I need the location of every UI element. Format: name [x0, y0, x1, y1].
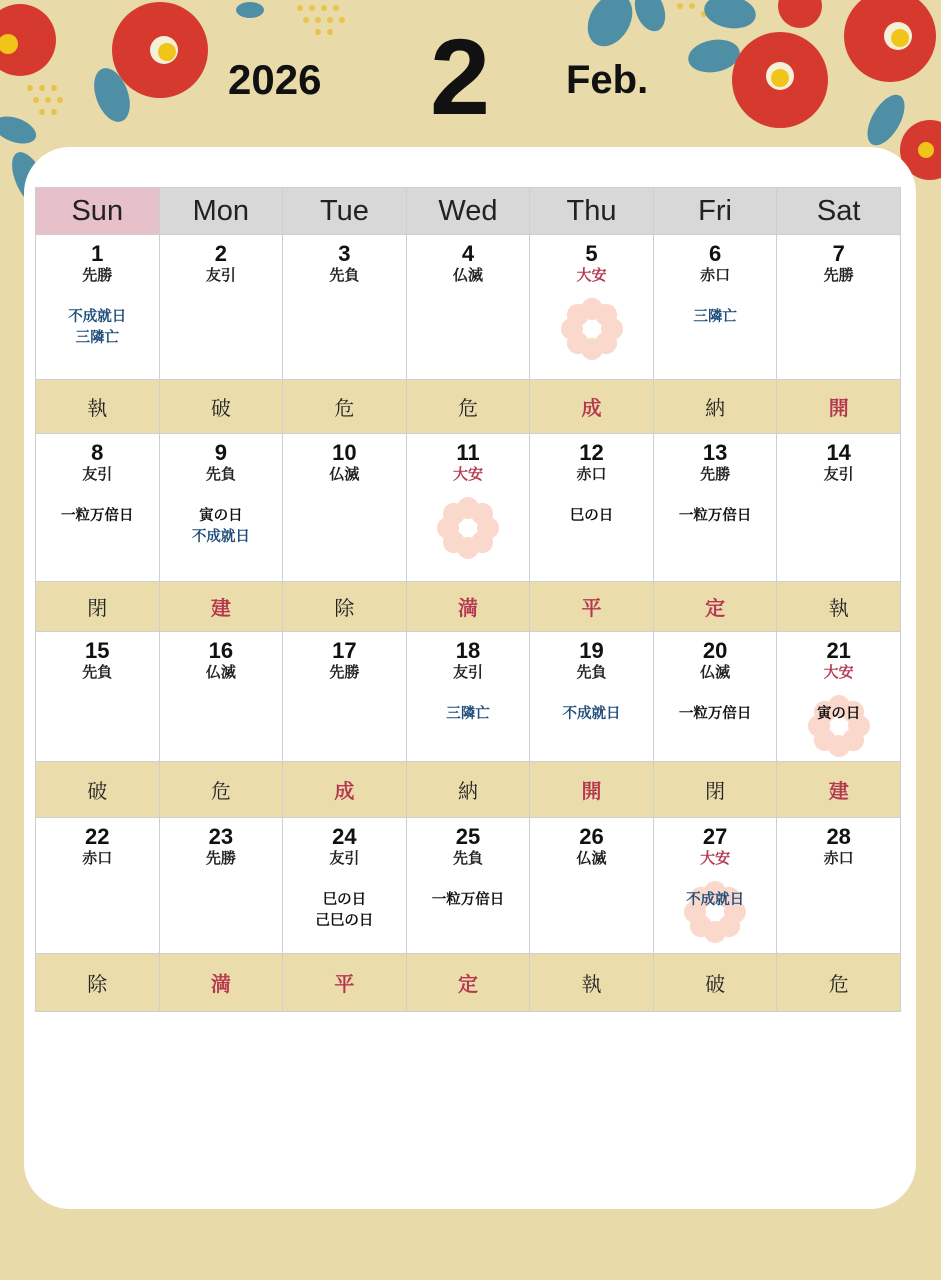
day-notes: [407, 704, 530, 725]
day-number: 13: [702, 440, 728, 465]
choku-label: 定: [653, 582, 777, 632]
weekday-header-row: [36, 188, 901, 235]
choku-label: 閉: [36, 582, 160, 632]
day-notes: [654, 704, 777, 725]
day-number: 28: [826, 824, 851, 849]
choku-label: 開: [777, 380, 901, 434]
day-notes: [654, 890, 777, 911]
rokuyo-label: 友引: [82, 465, 113, 483]
rokuyo-label: 赤口: [823, 849, 854, 867]
day-number: 9: [214, 440, 227, 465]
choku-label: 執: [530, 954, 654, 1012]
choku-label: 成: [530, 380, 654, 434]
day-number: 12: [579, 440, 604, 465]
day-cell[interactable]: [530, 632, 654, 762]
day-note: 三隣亡: [75, 330, 120, 346]
day-number: 1: [91, 241, 104, 266]
day-number: 19: [579, 638, 604, 663]
weekday-wed: Wed: [406, 188, 530, 235]
day-note: 寅の日: [199, 508, 243, 524]
day-number: 15: [85, 638, 110, 663]
day-number: 6: [708, 241, 722, 266]
week-row: [36, 434, 901, 582]
day-number: 3: [338, 241, 351, 266]
day-note: 一粒万倍日: [431, 892, 505, 908]
day-cell[interactable]: [283, 434, 407, 582]
day-cell[interactable]: [653, 434, 777, 582]
day-note: 不成就日: [686, 892, 745, 908]
rokuyo-label: 先負: [452, 849, 483, 867]
day-number: 4: [461, 241, 475, 266]
day-number: 22: [85, 824, 110, 849]
day-cell[interactable]: [777, 818, 901, 954]
day-notes: [530, 704, 653, 725]
day-notes: [407, 890, 530, 911]
choku-label: 建: [777, 762, 901, 818]
kanji-row: [36, 954, 901, 1012]
weekday-fri: Fri: [653, 188, 777, 235]
choku-label: 納: [653, 380, 777, 434]
rokuyo-label: 大安: [700, 849, 731, 867]
rokuyo-label: 仏滅: [329, 465, 360, 483]
day-note: 巳の日: [569, 508, 614, 524]
weekday-thu: Thu: [530, 188, 654, 235]
day-note: 不成就日: [191, 529, 250, 545]
day-cell[interactable]: [159, 632, 283, 762]
choku-label: 危: [777, 954, 901, 1012]
day-cell[interactable]: [653, 632, 777, 762]
choku-label: 破: [36, 762, 160, 818]
weekday-mon: Mon: [159, 188, 283, 235]
calendar-grid: [35, 187, 901, 1012]
day-note: 一粒万倍日: [678, 706, 752, 722]
day-note: 巳の日: [322, 892, 367, 908]
choku-label: 定: [406, 954, 530, 1012]
day-number: 21: [826, 638, 851, 663]
year-label: 2026: [228, 56, 322, 103]
choku-label: 破: [159, 380, 283, 434]
day-number: 7: [832, 241, 845, 266]
choku-label: 開: [530, 762, 654, 818]
day-number: 20: [702, 638, 728, 663]
day-cell[interactable]: [36, 434, 160, 582]
day-notes: [36, 506, 159, 527]
day-cell[interactable]: [653, 235, 777, 380]
day-cell[interactable]: [36, 632, 160, 762]
day-note: 不成就日: [562, 706, 621, 722]
choku-label: 成: [283, 762, 407, 818]
week-row: [36, 235, 901, 380]
day-cell[interactable]: [530, 818, 654, 954]
day-number: 8: [91, 440, 104, 465]
rokuyo-label: 友引: [823, 465, 854, 483]
choku-label: 平: [283, 954, 407, 1012]
day-cell[interactable]: [406, 818, 530, 954]
rokuyo-label: 友引: [329, 849, 360, 867]
day-cell[interactable]: [159, 235, 283, 380]
day-cell[interactable]: [283, 235, 407, 380]
rokuyo-label: 仏滅: [700, 663, 731, 681]
rokuyo-label: 赤口: [82, 849, 113, 867]
day-cell[interactable]: [36, 818, 160, 954]
day-number: 2: [214, 241, 227, 266]
week-row: [36, 818, 901, 954]
rokuyo-label: 大安: [823, 663, 854, 681]
calendar-header: [0, 0, 941, 150]
day-number: 5: [585, 241, 598, 266]
day-number: 18: [455, 638, 481, 663]
day-note: 寅の日: [816, 706, 861, 722]
month-name: Feb.: [566, 58, 649, 102]
rokuyo-label: 仏滅: [452, 266, 483, 284]
day-number: 25: [455, 824, 481, 849]
rokuyo-label: 大安: [576, 266, 607, 284]
rokuyo-label: 先負: [329, 266, 360, 284]
day-notes: [530, 506, 653, 527]
choku-label: 除: [283, 582, 407, 632]
week-row: [36, 632, 901, 762]
choku-label: 危: [406, 380, 530, 434]
day-number: 26: [579, 824, 604, 849]
rokuyo-label: 友引: [452, 663, 483, 681]
choku-label: 危: [283, 380, 407, 434]
day-cell[interactable]: [159, 818, 283, 954]
rokuyo-label: 先勝: [205, 849, 236, 867]
day-cell[interactable]: [283, 818, 407, 954]
rokuyo-label: 先勝: [823, 266, 854, 284]
day-cell[interactable]: [406, 632, 530, 762]
rokuyo-label: 先負: [205, 465, 236, 483]
weekday-sat: Sat: [777, 188, 901, 235]
day-note: 三隣亡: [693, 309, 737, 325]
choku-label: 執: [777, 582, 901, 632]
day-cell[interactable]: [777, 632, 901, 762]
choku-label: 満: [406, 582, 530, 632]
kanji-row: [36, 762, 901, 818]
rokuyo-label: 大安: [452, 465, 483, 483]
day-number: 27: [702, 824, 728, 849]
day-cell[interactable]: [283, 632, 407, 762]
day-note: 己巳の日: [315, 913, 374, 929]
day-number: 14: [826, 440, 851, 465]
choku-label: 破: [653, 954, 777, 1012]
rokuyo-label: 仏滅: [576, 849, 607, 867]
day-cell[interactable]: [406, 434, 530, 582]
day-note: 不成就日: [68, 309, 127, 325]
day-cell[interactable]: [530, 434, 654, 582]
day-number: 24: [332, 824, 357, 849]
day-number: 11: [456, 440, 480, 465]
choku-label: 危: [159, 762, 283, 818]
rokuyo-label: 先負: [576, 663, 607, 681]
day-note: 一粒万倍日: [61, 508, 134, 524]
day-number: 16: [208, 638, 234, 663]
rokuyo-label: 友引: [205, 266, 236, 284]
day-note: 三隣亡: [446, 706, 490, 722]
day-number: 17: [332, 638, 357, 663]
rokuyo-label: 赤口: [700, 266, 731, 284]
month-number: 2: [429, 16, 491, 137]
choku-label: 除: [36, 954, 160, 1012]
kanji-row: [36, 582, 901, 632]
weekday-tue: Tue: [283, 188, 407, 235]
day-cell[interactable]: [406, 235, 530, 380]
rokuyo-label: 先勝: [329, 663, 360, 681]
choku-label: 納: [406, 762, 530, 818]
day-note: 一粒万倍日: [678, 508, 752, 524]
day-notes: [654, 307, 777, 328]
day-cell[interactable]: [777, 434, 901, 582]
choku-label: 閉: [653, 762, 777, 818]
day-notes: [654, 506, 777, 527]
choku-label: 満: [159, 954, 283, 1012]
day-cell[interactable]: [530, 235, 654, 380]
rokuyo-label: 先勝: [700, 465, 731, 483]
day-notes: [283, 890, 406, 932]
day-cell[interactable]: [36, 235, 160, 380]
day-number: 23: [208, 824, 234, 849]
choku-label: 建: [159, 582, 283, 632]
day-cell[interactable]: [777, 235, 901, 380]
day-cell[interactable]: [653, 818, 777, 954]
rokuyo-label: 仏滅: [205, 663, 236, 681]
day-notes: [160, 506, 283, 548]
day-notes: [36, 307, 159, 349]
day-cell[interactable]: [159, 434, 283, 582]
flower-icon: [560, 297, 624, 361]
weekday-sun: Sun: [36, 188, 160, 235]
rokuyo-label: 赤口: [576, 465, 607, 483]
kanji-row: [36, 380, 901, 434]
day-number: 10: [332, 440, 357, 465]
day-notes: [777, 704, 900, 725]
flower-icon: [436, 496, 500, 560]
rokuyo-label: 先勝: [82, 266, 113, 284]
rokuyo-label: 先負: [82, 663, 113, 681]
choku-label: 平: [530, 582, 654, 632]
choku-label: 執: [36, 380, 160, 434]
